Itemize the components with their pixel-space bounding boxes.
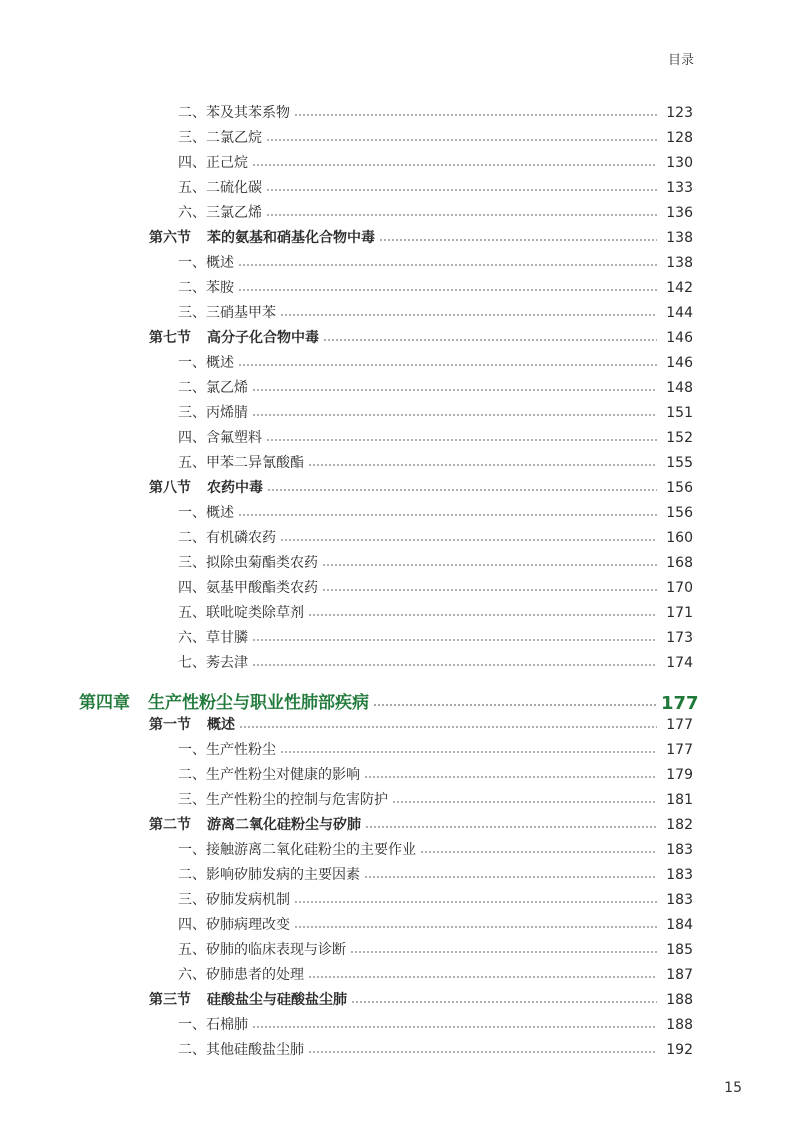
dot-leader <box>364 776 657 778</box>
toc-entry-label <box>178 1013 248 1038</box>
toc-entry-title: 二、苯及其苯系物 <box>178 105 290 121</box>
section-number: 第七节 <box>149 330 191 346</box>
dot-leader <box>294 926 657 928</box>
toc-entry-label <box>178 251 234 276</box>
toc-page-number: 192 <box>666 1042 693 1058</box>
toc-page-number: 146 <box>666 330 693 346</box>
toc-entry-label <box>178 651 248 676</box>
dot-leader <box>252 639 657 641</box>
dot-leader <box>280 751 657 753</box>
toc-item-row[interactable] <box>0 738 800 763</box>
toc-page-number: 177 <box>661 692 699 714</box>
dot-leader <box>238 514 657 516</box>
toc-item-row[interactable] <box>0 351 800 376</box>
toc-entry-title: 二、生产性粉尘对健康的影响 <box>178 767 360 783</box>
toc-entry-title: 生产性粉尘与职业性肺部疾病 <box>148 692 369 713</box>
dot-leader <box>252 664 657 666</box>
toc-entry-title: 五、二硫化碳 <box>178 180 262 196</box>
toc-entry-label <box>178 501 234 526</box>
toc-entry-title: 一、概述 <box>178 505 234 521</box>
dot-leader <box>373 704 657 706</box>
toc-entry-label <box>178 1038 304 1063</box>
dot-leader <box>267 489 657 491</box>
toc-item-row[interactable] <box>0 526 800 551</box>
toc-page-number: 177 <box>666 742 693 758</box>
toc-section-row[interactable] <box>0 226 800 251</box>
toc-entry-label <box>178 763 360 788</box>
toc-entry-label <box>178 176 262 201</box>
toc-item-row[interactable] <box>0 151 800 176</box>
toc-item-row[interactable] <box>0 1038 800 1063</box>
toc-item-row[interactable] <box>0 626 800 651</box>
toc-entry-title: 游离二氧化硅粉尘与矽肺 <box>207 817 361 833</box>
toc-entry-title: 一、概述 <box>178 355 234 371</box>
toc-entry-label <box>149 813 361 838</box>
toc-entry-title: 概述 <box>207 717 235 733</box>
toc-entry-label <box>149 988 347 1013</box>
toc-item-row[interactable] <box>0 963 800 988</box>
toc-item-row[interactable] <box>0 601 800 626</box>
toc-page-number: 188 <box>666 1017 693 1033</box>
toc-entry-label <box>178 426 262 451</box>
dot-leader <box>308 614 657 616</box>
toc-entry-title: 四、含氟塑料 <box>178 430 262 446</box>
toc-page-number: 148 <box>666 380 693 396</box>
toc-item-row[interactable] <box>0 101 800 126</box>
toc-entry-title: 五、甲苯二异氰酸酯 <box>178 455 304 471</box>
running-header: 目录 <box>667 53 694 68</box>
toc-page-number: 179 <box>666 767 693 783</box>
toc-entry-label <box>149 476 263 501</box>
dot-leader <box>238 289 657 291</box>
toc-entry-label <box>149 226 375 251</box>
dot-leader <box>280 539 657 541</box>
toc-entry-label <box>178 788 388 813</box>
toc-entry-label <box>178 151 248 176</box>
toc-entry-title: 三、丙烯腈 <box>178 405 248 421</box>
toc-entry-label <box>178 913 290 938</box>
toc-entry-title: 六、三氯乙烯 <box>178 205 262 221</box>
toc-page-number: 156 <box>666 505 693 521</box>
toc-item-row[interactable] <box>0 788 800 813</box>
dot-leader <box>266 189 657 191</box>
toc-item-row[interactable] <box>0 551 800 576</box>
toc-entry-label <box>178 738 276 763</box>
toc-entry-title: 一、概述 <box>178 255 234 271</box>
toc-page-number: 128 <box>666 130 693 146</box>
dot-leader <box>350 951 657 953</box>
toc-item-row[interactable] <box>0 251 800 276</box>
dot-leader <box>252 1026 657 1028</box>
toc-page-number: 173 <box>666 630 693 646</box>
toc-entry-title: 二、氯乙烯 <box>178 380 248 396</box>
toc-entry-label <box>178 201 262 226</box>
dot-leader <box>379 239 657 241</box>
toc-entry-label <box>178 451 304 476</box>
toc-entry-label <box>79 691 369 716</box>
toc-entry-label <box>178 601 304 626</box>
toc-entry-label <box>178 376 248 401</box>
toc-entry-label <box>178 301 276 326</box>
dot-leader <box>252 164 657 166</box>
dot-leader <box>294 114 657 116</box>
toc-entry-title: 五、联吡啶类除草剂 <box>178 605 304 621</box>
toc-entry-title: 五、矽肺的临床表现与诊断 <box>178 942 346 958</box>
toc-entry-label <box>178 576 318 601</box>
toc-entry-label <box>178 938 346 963</box>
dot-leader <box>266 139 657 141</box>
dot-leader <box>252 389 657 391</box>
toc-entry-label <box>178 276 234 301</box>
toc-entry-title: 三、生产性粉尘的控制与危害防护 <box>178 792 388 808</box>
toc-section-row[interactable] <box>0 713 800 738</box>
dot-leader <box>308 464 657 466</box>
dot-leader <box>294 901 657 903</box>
toc-entry-label <box>178 888 290 913</box>
toc-item-row[interactable] <box>0 501 800 526</box>
toc-page-number: 155 <box>666 455 693 471</box>
toc-item-row[interactable] <box>0 451 800 476</box>
toc-item-row[interactable] <box>0 301 800 326</box>
toc-entry-title: 六、矽肺患者的处理 <box>178 967 304 983</box>
toc-entry-label <box>178 863 360 888</box>
toc-page-number: 183 <box>666 842 693 858</box>
toc-item-row[interactable] <box>0 576 800 601</box>
toc-page-number: 170 <box>666 580 693 596</box>
toc-entry-label <box>178 126 262 151</box>
toc-entry-title: 一、接触游离二氧化硅粉尘的主要作业 <box>178 842 416 858</box>
section-number: 第八节 <box>149 480 191 496</box>
dot-leader <box>392 801 657 803</box>
toc-section-row[interactable] <box>0 988 800 1013</box>
toc-entry-title: 二、其他硅酸盐尘肺 <box>178 1042 304 1058</box>
chapter-number: 第四章 <box>79 692 130 713</box>
toc-item-row[interactable] <box>0 938 800 963</box>
toc-entry-title: 三、矽肺发病机制 <box>178 892 290 908</box>
toc-entry-title: 二、苯胺 <box>178 280 234 296</box>
toc-page-number: 151 <box>666 405 693 421</box>
toc-entry-title: 硅酸盐尘与硅酸盐尘肺 <box>207 992 347 1008</box>
toc-page-number: 188 <box>666 992 693 1008</box>
dot-leader <box>238 264 657 266</box>
toc-page-number: 174 <box>666 655 693 671</box>
toc-page-number: 138 <box>666 255 693 271</box>
toc-entry-title: 四、正己烷 <box>178 155 248 171</box>
toc-section-row[interactable] <box>0 476 800 501</box>
toc-page-number: 185 <box>666 942 693 958</box>
toc-page-number: 138 <box>666 230 693 246</box>
toc-item-row[interactable] <box>0 763 800 788</box>
toc-page-number: 160 <box>666 530 693 546</box>
toc-entry-title: 苯的氨基和硝基化合物中毒 <box>207 230 375 246</box>
toc-page-number: 177 <box>666 717 693 733</box>
dot-leader <box>266 439 657 441</box>
section-number: 第二节 <box>149 817 191 833</box>
toc-entry-label <box>149 326 319 351</box>
dot-leader <box>252 414 657 416</box>
toc-item-row[interactable] <box>0 376 800 401</box>
toc-entry-label <box>178 526 276 551</box>
toc-item-row[interactable] <box>0 176 800 201</box>
toc-entry-title: 四、氨基甲酸酯类农药 <box>178 580 318 596</box>
toc-item-row[interactable] <box>0 913 800 938</box>
toc-item-row[interactable] <box>0 888 800 913</box>
toc-page-number: 184 <box>666 917 693 933</box>
toc-entry-title: 三、二氯乙烷 <box>178 130 262 146</box>
toc-page-number: 152 <box>666 430 693 446</box>
toc-entry-title: 六、草甘膦 <box>178 630 248 646</box>
toc-entry-label <box>178 351 234 376</box>
page-number: 15 <box>724 1080 742 1096</box>
dot-leader <box>308 976 657 978</box>
toc-entry-label <box>178 551 318 576</box>
dot-leader <box>239 726 657 728</box>
toc-page-number: 123 <box>666 105 693 121</box>
toc-item-row[interactable] <box>0 276 800 301</box>
toc-page-number: 142 <box>666 280 693 296</box>
toc-page-number: 187 <box>666 967 693 983</box>
toc-entry-label <box>178 838 416 863</box>
toc-entry-label <box>178 101 290 126</box>
toc-page-number: 183 <box>666 892 693 908</box>
toc-entry-title: 二、影响矽肺发病的主要因素 <box>178 867 360 883</box>
toc-page-number: 133 <box>666 180 693 196</box>
toc-item-row[interactable] <box>0 651 800 676</box>
toc-page-number: 171 <box>666 605 693 621</box>
toc-entry-label <box>178 626 248 651</box>
toc-page-number: 136 <box>666 205 693 221</box>
toc-entry-label <box>178 401 248 426</box>
dot-leader <box>323 339 657 341</box>
dot-leader <box>308 1051 657 1053</box>
toc-page-number: 183 <box>666 867 693 883</box>
toc-page-number: 168 <box>666 555 693 571</box>
dot-leader <box>322 589 657 591</box>
dot-leader <box>322 564 657 566</box>
toc-item-row[interactable] <box>0 838 800 863</box>
toc-section-row[interactable] <box>0 813 800 838</box>
toc-entry-title: 三、拟除虫菊酯类农药 <box>178 555 318 571</box>
section-number: 第三节 <box>149 992 191 1008</box>
dot-leader <box>351 1001 657 1003</box>
dot-leader <box>238 364 657 366</box>
toc-page-number: 182 <box>666 817 693 833</box>
toc-entry-title: 农药中毒 <box>207 480 263 496</box>
toc-section-row[interactable] <box>0 326 800 351</box>
section-number: 第一节 <box>149 717 191 733</box>
toc-item-row[interactable] <box>0 126 800 151</box>
toc-entry-title: 一、生产性粉尘 <box>178 742 276 758</box>
toc-page-number: 144 <box>666 305 693 321</box>
toc-item-row[interactable] <box>0 201 800 226</box>
section-number: 第六节 <box>149 230 191 246</box>
toc-item-row[interactable] <box>0 863 800 888</box>
toc-page-number: 156 <box>666 480 693 496</box>
toc-item-row[interactable] <box>0 1013 800 1038</box>
toc-entry-title: 二、有机磷农药 <box>178 530 276 546</box>
toc-entry-title: 高分子化合物中毒 <box>207 330 319 346</box>
toc-entry-title: 四、矽肺病理改变 <box>178 917 290 933</box>
dot-leader <box>364 876 657 878</box>
dot-leader <box>420 851 657 853</box>
dot-leader <box>266 214 657 216</box>
dot-leader <box>365 826 657 828</box>
toc-entry-label <box>178 963 304 988</box>
toc-entry-title: 一、石棉肺 <box>178 1017 248 1033</box>
toc-item-row[interactable] <box>0 426 800 451</box>
dot-leader <box>280 314 657 316</box>
toc-page-number: 130 <box>666 155 693 171</box>
toc-page-number: 146 <box>666 355 693 371</box>
toc-entry-label <box>149 713 235 738</box>
toc-entry-title: 三、三硝基甲苯 <box>178 305 276 321</box>
toc-page-number: 181 <box>666 792 693 808</box>
toc-entry-title: 七、莠去津 <box>178 655 248 671</box>
toc-item-row[interactable] <box>0 401 800 426</box>
